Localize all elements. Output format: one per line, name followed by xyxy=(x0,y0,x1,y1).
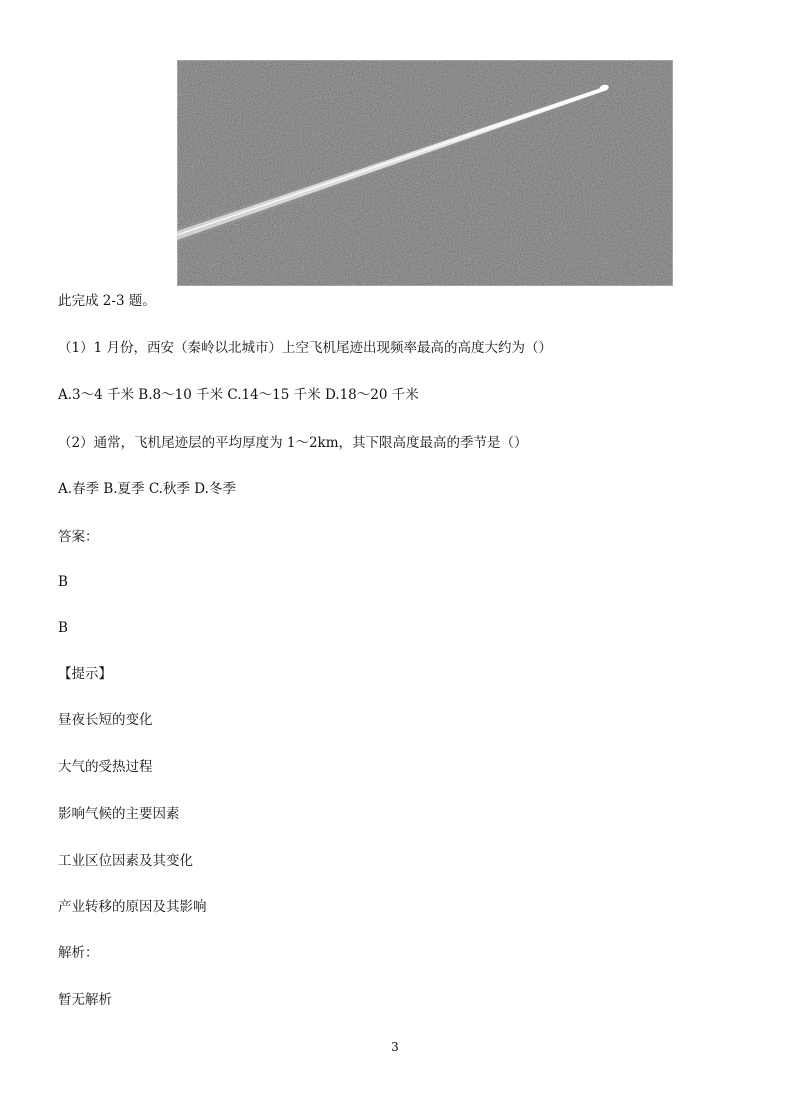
intro-text: 此完成 2-3 题。 xyxy=(58,293,156,309)
question-1-stem: （1）1 月份，西安（秦岭以北城市）上空飞机尾迹出现频率最高的高度大约为（） xyxy=(58,340,552,356)
hint-item: 大气的受热过程 xyxy=(58,759,153,775)
answer-value-1: B xyxy=(58,574,68,590)
hint-label: 【提示】 xyxy=(58,666,112,682)
answer-value-2: B xyxy=(58,620,68,636)
question-2-stem: （2）通常，飞机尾迹层的平均厚度为 1～2km，其下限高度最高的季节是（） xyxy=(58,435,528,451)
question-2-options: A.春季 B.夏季 C.秋季 D.冬季 xyxy=(58,481,236,497)
page-number: 3 xyxy=(391,1040,399,1054)
hint-item: 昼夜长短的变化 xyxy=(58,712,153,728)
analysis-text: 暂无解析 xyxy=(58,992,112,1008)
contrail-photo xyxy=(177,60,673,286)
answer-label: 答案： xyxy=(58,529,99,545)
hint-item: 产业转移的原因及其影响 xyxy=(58,899,207,915)
hint-item: 工业区位因素及其变化 xyxy=(58,853,193,869)
hint-item: 影响气候的主要因素 xyxy=(58,806,180,822)
question-1-options: A.3～4 千米 B.8～10 千米 C.14～15 千米 D.18～20 千米 xyxy=(58,387,419,403)
analysis-label: 解析： xyxy=(58,945,99,961)
